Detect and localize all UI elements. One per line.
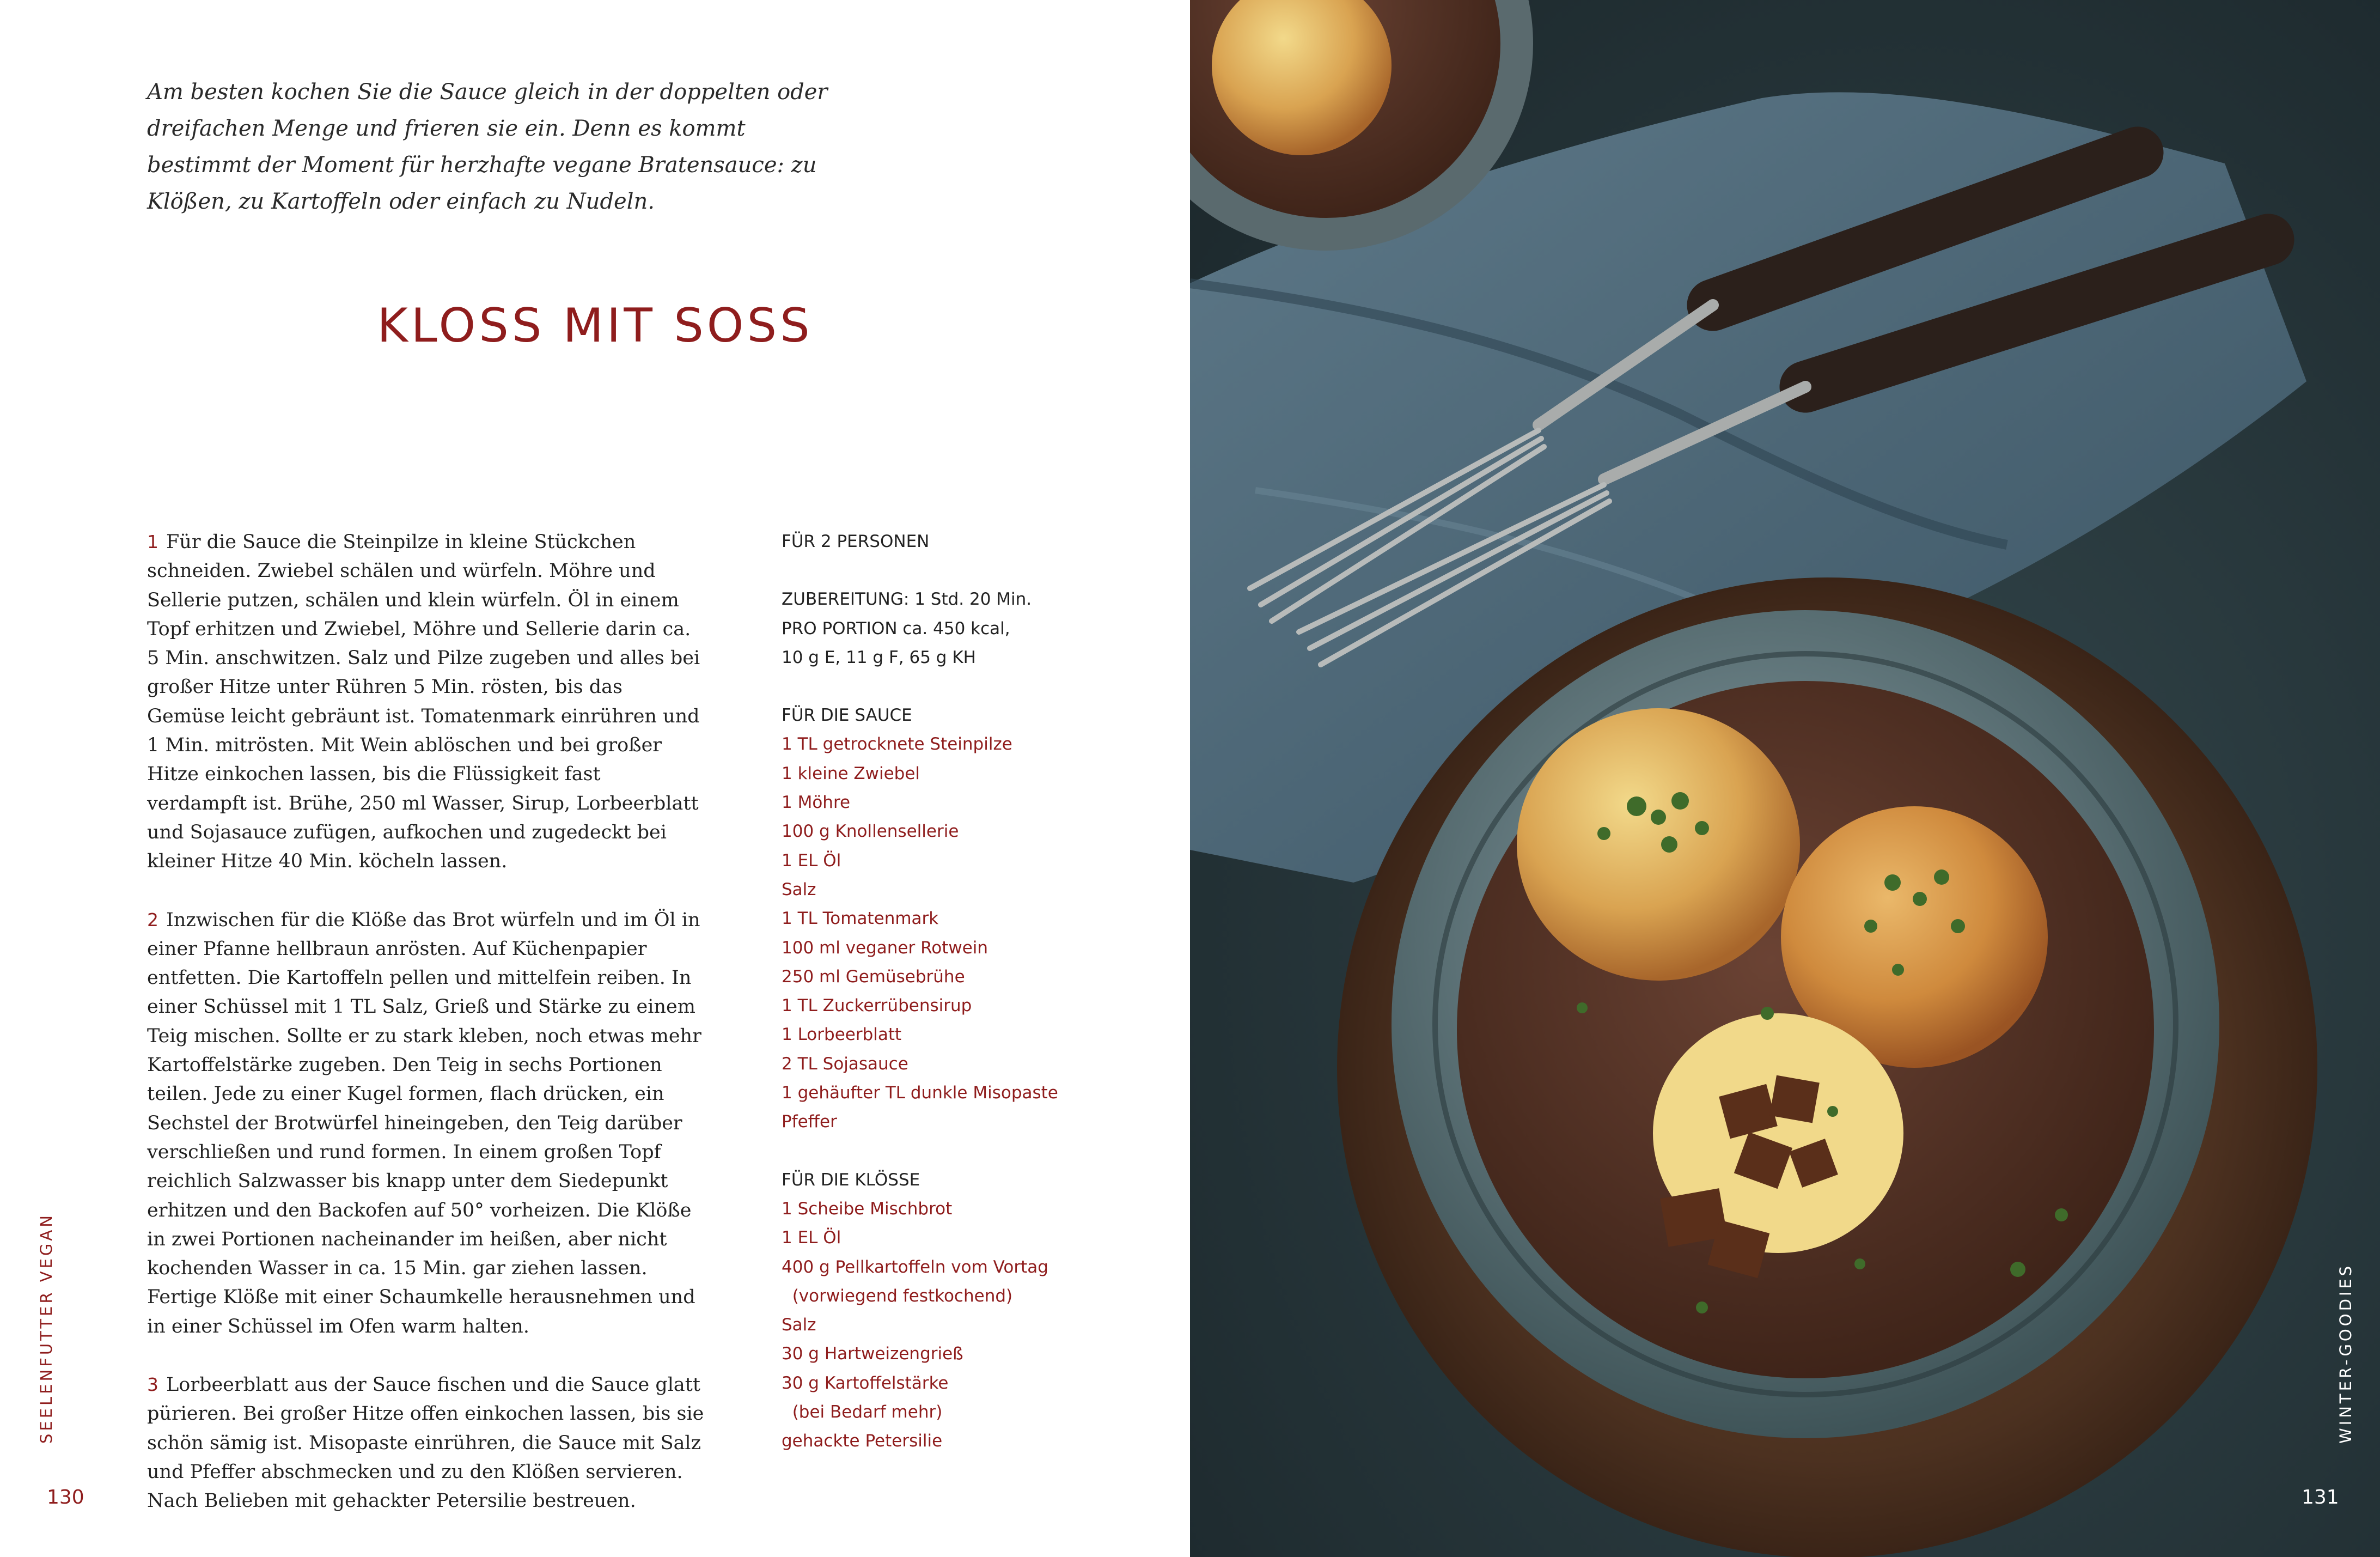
ingredient-item: 1 gehäufter TL dunkle Misopaste [782,1083,1058,1103]
dumpling-left [1517,708,1800,981]
ingredient-item: 1 TL getrocknete Steinpilze [782,734,1012,755]
ingredient-item: 2 TL Sojasauce [782,1054,908,1074]
chapter-title-vertical: WINTER-GOODIES [2336,1263,2355,1444]
right-page [1190,0,2380,1557]
page-number-left: 130 [47,1486,84,1509]
ingredient-item: Salz [782,1315,816,1335]
sauce-ingredients [782,701,1119,1136]
step-number: 2 [147,909,158,930]
intro-paragraph: Am besten kochen Sie die Sauce gleich in der doppelten oder dreifachen Menge und frieren sie ein. Denn es kommt bestimmt der Moment für herzhafte vegane Bratensauce: zu Klößen, zu Kartoffeln oder einfach zu Nudeln. [147,80,828,214]
recipe-steps [147,527,705,1545]
ingredient-item: 1 EL Öl [782,850,841,871]
step-text: Für die Sauce die Steinpilze in kleine Stückchen schneiden. Zwiebel schälen und würfeln. Möhre und Sellerie putzen, schälen und klein würfeln. Öl in einem Topf erhitzen und Zwiebel, Möhre und Sellerie darin ca. 5 Min. anschwitzen. Salz und Pilze zugeben und alles bei großer Hitze unter Rühren 5 Min. rösten, bis das Gemüse leicht gebräunt ist. Tomatenmark einrühren und 1 Min. mitrösten. Mit Wein ablöschen und bei großer Hitze einkochen lassen, bis die Flüssigkeit fast verdampft ist. Brühe, 250 ml Wasser, Sirup, Lorbeerblatt und Sojasauce zufügen, aufkochen und zugedeckt bei kleiner Hitze 40 Min. köcheln lassen. [147,531,700,873]
ingredient-item: 30 g Hartweizengrieß [782,1344,963,1364]
book-title-vertical: SEELENFUTTER VEGAN [37,1213,56,1444]
ingredient-item: 1 Möhre [782,793,851,813]
step-text: Inzwischen für die Klöße das Brot würfeln und im Öl in einer Pfanne hellbraun anrösten. Auf Küchenpapier entfetten. Die Kartoffeln pellen und mittelfein reiben. In einer Schüssel mit 1 TL Salz, Grieß und Stärke zu einem Teig mischen. Sollte er zu stark kleben, noch etwas mehr Kartoffelstärke zugeben. Den Teig in sechs Portionen teilen. Jede zu einer Kugel formen, flach drücken, ein Sechstel der Brotwürfel hineingeben, den Teig darüber verschließen und rund formen. In einem großen Topf reichlich Salzwasser bis knapp unter dem Siedepunkt erhitzen und den Backofen auf 50° vorheizen. Die Klöße in zwei Portionen nacheinander im heißen, aber nicht kochenden Wasser in ca. 15 Min. gar ziehen lassen. Fertige Klöße mit einer Schaumkelle herausnehmen und in einer Schüssel im Ofen warm halten. [147,909,701,1337]
ingredient-item: 1 kleine Zwiebel [782,763,920,783]
step-3 [147,1370,705,1516]
step-number: 1 [147,531,158,552]
kloesse-ingredients [782,1166,1119,1456]
ingredient-item: Salz [782,879,816,899]
ingredient-item: 100 g Knollensellerie [782,822,959,842]
ingredient-item: 1 TL Zuckerrübensirup [782,996,972,1016]
page-number-right: 131 [2302,1486,2339,1509]
ingredients-column [782,527,1119,1485]
sauce-heading: FÜR DIE SAUCE [782,705,912,726]
ingredient-item: gehackte Petersilie [782,1431,943,1451]
ingredient-item: 250 ml Gemüsebrühe [782,966,965,987]
servings-heading: FÜR 2 PERSONEN [782,532,930,551]
recipe-title: KLOSS MIT SOSS [377,299,813,353]
ingredient-item: 1 Lorbeerblatt [782,1025,902,1045]
ingredient-item: 1 TL Tomatenmark [782,909,939,929]
ingredient-item: 400 g Pellkartoffeln vom Vortag [782,1257,1048,1277]
step-1 [147,527,705,877]
ingredient-item: 30 g Kartoffelstärke [782,1373,949,1393]
ingredient-item: 100 ml veganer Rotwein [782,938,988,958]
meta-block [782,585,1119,672]
step-2 [147,905,705,1341]
ingredient-item: (vorwiegend festkochend) [782,1286,1013,1306]
ingredient-item: (bei Bedarf mehr) [782,1402,943,1422]
dumpling-photo [1190,0,2380,1557]
servings-block [782,527,1119,556]
nutrition-macros: 10 g E, 11 g F, 65 g KH [782,647,976,667]
intro-text [147,74,855,220]
step-text: Lorbeerblatt aus der Sauce fischen und die Sauce glatt pürieren. Bei großer Hitze offen einkochen lassen, bis sie schön sämig ist. Misopaste einrühren, die Sauce mit Salz und Pfeffer abschmecken und zu den Klößen servieren. Nach Belieben mit gehackter Petersilie bestreuen. [147,1374,704,1512]
step-number: 3 [147,1374,158,1396]
prep-time: ZUBEREITUNG: 1 Std. 20 Min. [782,589,1032,610]
ingredient-item: Pfeffer [782,1112,837,1132]
ingredient-item: 1 EL Öl [782,1228,841,1248]
kloesse-heading: FÜR DIE KLÖSSE [782,1170,920,1190]
ingredient-item: 1 Scheibe Mischbrot [782,1199,953,1219]
nutrition-kcal: PRO PORTION ca. 450 kcal, [782,618,1010,638]
